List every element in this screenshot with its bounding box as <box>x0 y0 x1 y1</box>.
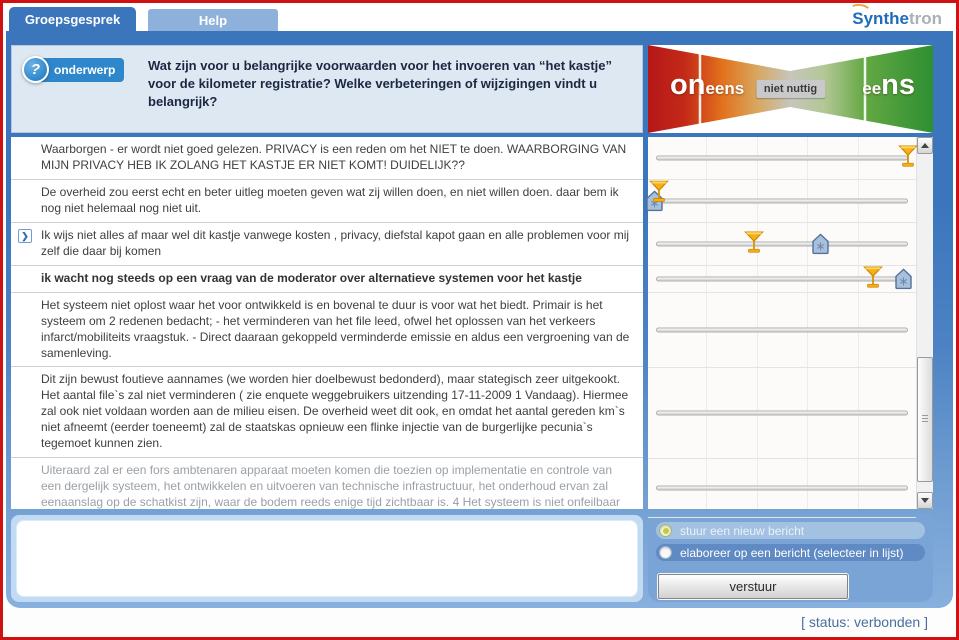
vote-row <box>648 180 916 223</box>
vote-slider-track[interactable] <box>656 199 908 204</box>
radio-button-icon[interactable] <box>659 546 672 559</box>
logo-text-primary: Synthe <box>852 9 909 28</box>
vote-slider-track[interactable] <box>656 242 908 247</box>
vote-row <box>648 459 916 518</box>
scrollbar-track[interactable] <box>917 154 933 492</box>
message-text: Dit zijn bewust foutieve aannames (we worden hier doelbewust bedonderd), maar stategisch zeer uitgekookt. Het aantal file`s zal niet verminderen ( zie enquete weggebruikers uitzending 17-11-2009 1 Vandaag). Hiermee zal ook niet voldaan worden aan de milieu eisen. De overheid weet dit ook, en omdat het aantal gereden km`s niet afneemt (eerder toeneemt) zal de staatskas opnieuw een flinke injectie van de burgerlijke pecunia`s tegemoet kunnen zien. <box>41 372 629 451</box>
message-row[interactable] <box>11 180 643 223</box>
topic-label: onderwerp <box>37 58 124 82</box>
vote-row <box>648 223 916 266</box>
scrollbar <box>916 137 933 509</box>
vote-row <box>648 137 916 180</box>
reply-arrow-icon: ❯ <box>18 229 32 243</box>
tab-groepsgesprek[interactable] <box>9 7 136 31</box>
message-text: De overheid zou eerst echt en beter uitleg moeten geven wat zij willen doen, en niet willen doen. daar bem ik nog niet helemaal nog niet uit. <box>41 184 619 215</box>
message-row[interactable] <box>11 266 643 293</box>
send-button[interactable]: verstuur <box>658 574 848 599</box>
vote-marker-glass-icon[interactable] <box>898 145 918 168</box>
message-row[interactable] <box>11 137 643 180</box>
vote-panel <box>648 137 933 509</box>
message-text: Uiteraard zal er een fors ambtenaren apparaat moeten komen die toezien op implementatie en controle van een dergelijk systeem, het ontwikkelen en uitvoeren van technische infrastructuur, het onderhoud ervan zal eenaanslag op de schatkist zijn, waar de bodem reeds enige tijd zichtbaar is. 4 Het systeem is niet onfeilbaar <box>41 463 620 509</box>
compose-area <box>11 515 643 602</box>
message-text: ik wacht nog steeds op een vraag van de moderator over alternatieve systemen voor het kastje <box>41 270 582 285</box>
vote-marker-house-icon[interactable] <box>895 268 915 291</box>
tab-bar <box>5 5 954 31</box>
question-mark-icon: ? <box>22 56 49 83</box>
vote-marker-house-icon[interactable] <box>812 233 832 256</box>
message-text: Het systeem niet oplost waar het voor ontwikkeld is en bovenal te duur is voor wat het biedt. Primair is het systeem om 2 redenen bedacht; - het verminderen van het file leed, ofwel het oplossen van het verkeers infarct/mobiliteits vraagstuk. - Direct daaraan gekoppeld verminderde emissie en aldus een vergroening van de samenleving. <box>41 297 630 360</box>
message-text: Ik wijs niet alles af maar wel dit kastje vanwege kosten , privacy, diefstal kapot gaan en alle problemen voor mij zelf die daar bij komen <box>41 227 630 258</box>
vote-slider-track[interactable] <box>656 156 908 161</box>
message-row[interactable] <box>11 367 643 458</box>
tab-help[interactable] <box>146 7 280 31</box>
radio-label: stuur een nieuw bericht <box>680 523 805 538</box>
status-text: [ status: verbonden ] <box>801 613 928 630</box>
vote-row <box>648 266 916 293</box>
message-row[interactable] <box>11 223 643 266</box>
scrollbar-up-button[interactable] <box>917 137 933 154</box>
topic-panel <box>11 45 643 133</box>
scrollbar-down-button[interactable] <box>917 492 933 509</box>
vote-marker-glass-icon[interactable] <box>863 266 883 289</box>
vote-slider-track[interactable] <box>656 328 908 333</box>
topic-question: Wat zijn voor u belangrijke voorwaarden voor het invoeren van “het kastje” voor de kilometer registratie? Welke verbeteringen of wijzigingen vindt u belangrijk? <box>148 58 613 110</box>
vote-row <box>648 293 916 368</box>
scrollbar-thumb[interactable] <box>917 357 933 482</box>
vote-slider-track[interactable] <box>656 411 908 416</box>
vote-slider-track[interactable] <box>656 486 908 491</box>
scale-label-disagree: oneens <box>670 69 745 101</box>
scale-label-agree: eens <box>862 69 915 101</box>
scale-label-not-useful: niet nuttig <box>756 80 825 98</box>
logo-text-secondary: tron <box>908 9 942 28</box>
radio-button-icon[interactable] <box>659 524 672 537</box>
vote-marker-glass-icon[interactable] <box>744 231 764 254</box>
radio-elaborate-message[interactable] <box>656 544 925 561</box>
send-panel <box>648 515 933 602</box>
radio-label: elaboreer op een bericht (selecteer in lijst) <box>680 545 904 560</box>
arrow-up-icon <box>921 143 929 148</box>
synthetron-logo <box>852 9 942 29</box>
vote-scale-panel <box>648 45 933 133</box>
radio-new-message[interactable] <box>656 522 925 539</box>
footer <box>5 608 954 635</box>
vote-row <box>648 368 916 459</box>
topic-tag <box>24 58 136 88</box>
main-container <box>6 31 953 608</box>
message-row[interactable] <box>11 293 643 368</box>
message-text: Waarborgen - er wordt niet goed gelezen. PRIVACY is een reden om het NIET te doen. WAARBORGING VAN MIJN PRIVACY HEB IK ZOLANG HET KASTJE ER NIET KOMT! DUIDELIJK?? <box>41 142 627 172</box>
message-row[interactable] <box>11 458 643 509</box>
vote-grid <box>648 137 916 509</box>
tab-label: Groepsgesprek <box>24 11 121 27</box>
message-list <box>11 137 643 509</box>
vote-marker-glass-icon[interactable] <box>649 180 669 203</box>
tab-label: Help <box>198 12 228 28</box>
arrow-down-icon <box>921 498 929 503</box>
message-input[interactable] <box>16 520 638 597</box>
